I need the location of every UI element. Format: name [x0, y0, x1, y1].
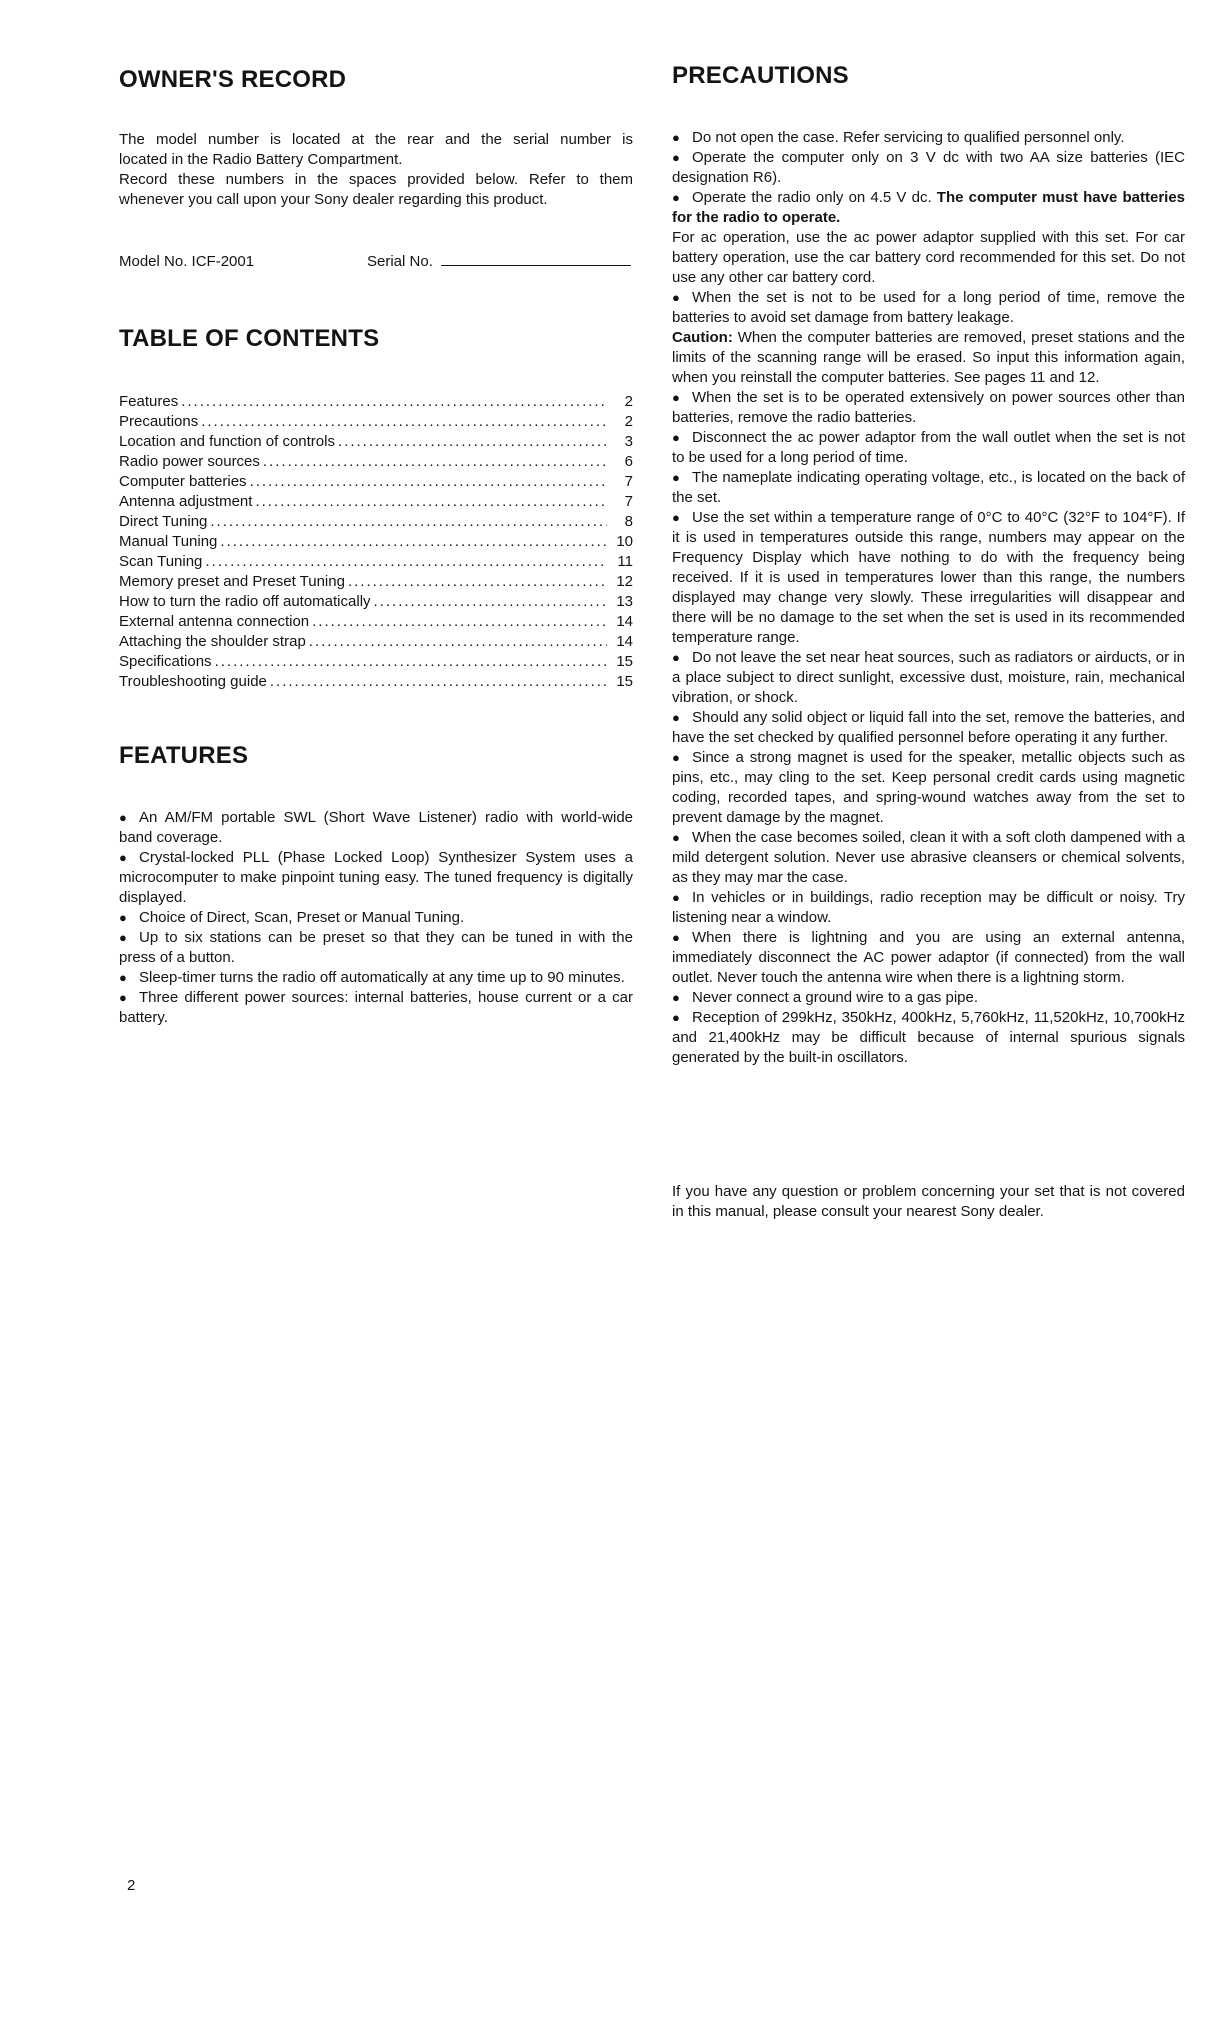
bullet-icon: ●	[119, 910, 127, 925]
toc-entry-title: Radio power sources	[119, 453, 260, 470]
bullet-icon: ●	[119, 930, 127, 945]
toc-entry-title: Troubleshooting guide	[119, 673, 267, 690]
list-item	[119, 988, 633, 1028]
toc-entry-page: 15	[616, 673, 633, 690]
list-item	[672, 828, 1185, 888]
toc-leader-dots	[215, 652, 607, 672]
precaution-text: Do not open the case. Refer servicing to qualified personnel only.	[692, 129, 1125, 146]
owners-record-line: The model number is located at the rear and the serial number is	[119, 131, 633, 148]
owners-record-line: whenever you call upon your Sony dealer regarding this product.	[119, 191, 548, 208]
toc-entry-page: 7	[624, 473, 633, 490]
bullet-icon: ●	[672, 510, 680, 525]
feature-text: Up to six stations can be preset so that they can be tuned in with the press of a button.	[119, 929, 633, 966]
owners-record-line: Record these numbers in the spaces provided below. Refer to them	[119, 171, 633, 188]
bullet-icon: ●	[672, 990, 680, 1005]
bullet-icon: ●	[672, 750, 680, 765]
toc-entry-page: 13	[616, 593, 633, 610]
list-item-continuation	[672, 228, 1185, 288]
list-item	[672, 1008, 1185, 1068]
toc-entry	[119, 392, 633, 412]
toc-entry	[119, 592, 633, 612]
list-item	[672, 988, 1185, 1008]
precaution-text: When there is lightning and you are using an external antenna, immediately disconnect the AC power adaptor (if connected) from the wall outlet. Never touch the antenna wire when there is a lightning storm.	[672, 929, 1185, 986]
toc-leader-dots	[220, 532, 607, 552]
precaution-text: Use the set within a temperature range of 0°C to 40°C (32°F to 104°F). If it is used in temperatures outside this range, numbers may appear on the Frequency Display which have nothing to do with the frequency being received. If it is used in temperatures lower than this range, the numbers displayed may change very slowly. These irregularities will disappear and there will be no damage to the set when the set is used in its recommended temperature range.	[672, 509, 1185, 646]
toc-entry	[119, 632, 633, 652]
toc-entry	[119, 572, 633, 592]
toc-heading: TABLE OF CONTENTS	[119, 325, 380, 352]
caution-note	[672, 328, 1185, 388]
precaution-text: For ac operation, use the ac power adaptor supplied with this set. For car battery operation, use the car battery cord recommended for this set. Do not use any other car battery cord.	[672, 229, 1185, 286]
toc-entry-page: 10	[616, 533, 633, 550]
toc-entry-title: Location and function of controls	[119, 433, 335, 450]
bullet-icon: ●	[672, 390, 680, 405]
precaution-text: When the set is to be operated extensively on power sources other than batteries, remove the radio batteries.	[672, 389, 1185, 426]
bullet-icon: ●	[672, 470, 680, 485]
toc-entry	[119, 492, 633, 512]
toc-entry-title: Scan Tuning	[119, 553, 203, 570]
toc-leader-dots	[181, 392, 607, 412]
toc-entry-page: 11	[617, 553, 633, 570]
list-item	[672, 188, 1185, 228]
toc-entry	[119, 552, 633, 572]
precaution-text: Never connect a ground wire to a gas pipe.	[692, 989, 979, 1006]
precaution-text: Operate the computer only on 3 V dc with two AA size batteries (IEC designation R6).	[672, 149, 1185, 186]
bullet-icon: ●	[672, 1010, 680, 1025]
list-item	[672, 468, 1185, 508]
list-item	[672, 388, 1185, 428]
features-list	[119, 808, 633, 1028]
bullet-icon: ●	[672, 150, 680, 165]
feature-text: Three different power sources: internal batteries, house current or a car battery.	[119, 989, 633, 1026]
toc-entry	[119, 612, 633, 632]
precaution-text: Reception of 299kHz, 350kHz, 400kHz, 5,760kHz, 11,520kHz, 10,700kHz and 21,400kHz may be difficult because of internal spurious signals generated by the built-in oscillators.	[672, 1009, 1185, 1066]
toc-entry	[119, 672, 633, 692]
toc-leader-dots	[205, 552, 607, 572]
toc-entry-title: Specifications	[119, 653, 212, 670]
model-number-label: Model No. ICF-2001	[119, 253, 255, 270]
toc-leader-dots	[201, 412, 607, 432]
feature-text: Crystal-locked PLL (Phase Locked Loop) Synthesizer System uses a microcomputer to make pinpoint tuning easy. The tuned frequency is digitally displayed.	[119, 849, 633, 906]
list-item	[119, 908, 633, 928]
toc-leader-dots	[270, 672, 607, 692]
table-of-contents	[119, 392, 633, 692]
owners-record-heading: OWNER'S RECORD	[119, 66, 347, 93]
feature-text: An AM/FM portable SWL (Short Wave Listener) radio with world-wide band coverage.	[119, 809, 633, 846]
toc-entry-title: Computer batteries	[119, 473, 247, 490]
toc-entry	[119, 512, 633, 532]
toc-entry	[119, 532, 633, 552]
bullet-icon: ●	[672, 430, 680, 445]
precaution-text: Operate the radio only on 4.5 V dc.	[692, 189, 932, 206]
toc-entry-page: 6	[624, 453, 633, 470]
toc-entry	[119, 452, 633, 472]
features-heading: FEATURES	[119, 742, 249, 769]
precautions-list	[672, 128, 1185, 1068]
precaution-text: When the case becomes soiled, clean it with a soft cloth dampened with a mild detergent solution. Never use abrasive cleansers or chemical solvents, as they may mar the case.	[672, 829, 1185, 886]
toc-leader-dots	[210, 512, 607, 532]
bullet-icon: ●	[672, 890, 680, 905]
list-item	[672, 648, 1185, 708]
list-item	[119, 928, 633, 968]
list-item	[119, 968, 633, 988]
toc-leader-dots	[263, 452, 607, 472]
toc-entry-title: How to turn the radio off automatically	[119, 593, 371, 610]
feature-text: Sleep-timer turns the radio off automatically at any time up to 90 minutes.	[139, 969, 625, 986]
toc-entry-title: Direct Tuning	[119, 513, 208, 530]
precaution-text: When the set is not to be used for a long period of time, remove the batteries to avoid set damage from battery leakage.	[672, 289, 1185, 326]
toc-leader-dots	[309, 632, 607, 652]
precaution-text: Should any solid object or liquid fall into the set, remove the batteries, and have the set checked by qualified personnel before operating it any further.	[672, 709, 1185, 746]
toc-entry	[119, 652, 633, 672]
closing-note: If you have any question or problem concerning your set that is not covered in this manual, please consult your nearest Sony dealer.	[672, 1183, 1185, 1220]
precaution-text: Do not leave the set near heat sources, such as radiators or airducts, or in a place subject to direct sunlight, excessive dust, moisture, rain, mechanical vibration, or shock.	[672, 649, 1185, 706]
toc-leader-dots	[348, 572, 607, 592]
list-item	[672, 508, 1185, 648]
list-item	[672, 928, 1185, 988]
toc-leader-dots	[338, 432, 607, 452]
toc-entry	[119, 412, 633, 432]
toc-entry-page: 2	[624, 413, 633, 430]
serial-number-blank	[441, 265, 631, 266]
bullet-icon: ●	[672, 130, 680, 145]
toc-entry-title: Memory preset and Preset Tuning	[119, 573, 345, 590]
bullet-icon: ●	[119, 990, 127, 1005]
toc-entry-title: Antenna adjustment	[119, 493, 253, 510]
bullet-icon: ●	[119, 970, 127, 985]
toc-entry-title: Manual Tuning	[119, 533, 218, 550]
bullet-icon: ●	[672, 830, 680, 845]
feature-text: Choice of Direct, Scan, Preset or Manual Tuning.	[139, 909, 465, 926]
bullet-icon: ●	[672, 190, 680, 205]
toc-entry-title: Features	[119, 393, 179, 410]
toc-entry-page: 7	[624, 493, 633, 510]
toc-entry-page: 14	[616, 633, 633, 650]
toc-entry-title: Precautions	[119, 413, 199, 430]
list-item	[119, 848, 633, 908]
bullet-icon: ●	[672, 930, 680, 945]
precaution-text: The nameplate indicating operating voltage, etc., is located on the back of the set.	[672, 469, 1185, 506]
bullet-icon: ●	[119, 810, 127, 825]
caution-label: Caution:	[672, 329, 733, 346]
caution-text: When the computer batteries are removed, preset stations and the limits of the scanning range will be erased. So input this information again, when you reinstall the computer batteries. See pages 11 and 12.	[672, 329, 1186, 386]
serial-number-label: Serial No.	[367, 253, 433, 270]
toc-entry-page: 14	[616, 613, 633, 630]
bullet-icon: ●	[672, 290, 680, 305]
list-item	[672, 888, 1185, 928]
page-number: 2	[127, 1877, 136, 1894]
precaution-text: Since a strong magnet is used for the speaker, metallic objects such as pins, etc., may cling to the set. Keep personal credit cards using magnetic coding, recorded tapes, and spring-wound watches away from the set to prevent damage by the magnet.	[672, 749, 1185, 826]
owners-record-line: located in the Radio Battery Compartment.	[119, 151, 403, 168]
precaution-text: In vehicles or in buildings, radio reception may be difficult or noisy. Try listening near a window.	[672, 889, 1185, 926]
toc-leader-dots	[374, 592, 607, 612]
precautions-heading: PRECAUTIONS	[672, 62, 849, 89]
list-item	[672, 428, 1185, 468]
list-item	[672, 148, 1185, 188]
toc-entry-page: 2	[624, 393, 633, 410]
toc-entry	[119, 432, 633, 452]
precaution-text: Disconnect the ac power adaptor from the wall outlet when the set is not to be used for a long period of time.	[672, 429, 1185, 466]
precaution-bold-text: The computer must have batteries for the radio to operate.	[672, 189, 1186, 226]
toc-entry	[119, 472, 633, 492]
owners-record-text	[119, 130, 633, 210]
list-item	[672, 128, 1185, 148]
bullet-icon: ●	[672, 710, 680, 725]
toc-entry-title: Attaching the shoulder strap	[119, 633, 306, 650]
bullet-icon: ●	[672, 650, 680, 665]
toc-leader-dots	[255, 492, 607, 512]
toc-entry-title: External antenna connection	[119, 613, 310, 630]
toc-entry-page: 8	[624, 513, 633, 530]
bullet-icon: ●	[119, 850, 127, 865]
list-item	[119, 808, 633, 848]
toc-entry-page: 12	[616, 573, 633, 590]
toc-leader-dots	[312, 612, 607, 632]
list-item	[672, 748, 1185, 828]
toc-entry-page: 15	[616, 653, 633, 670]
toc-leader-dots	[250, 472, 607, 492]
list-item	[672, 288, 1185, 328]
toc-entry-page: 3	[624, 433, 633, 450]
list-item	[672, 708, 1185, 748]
